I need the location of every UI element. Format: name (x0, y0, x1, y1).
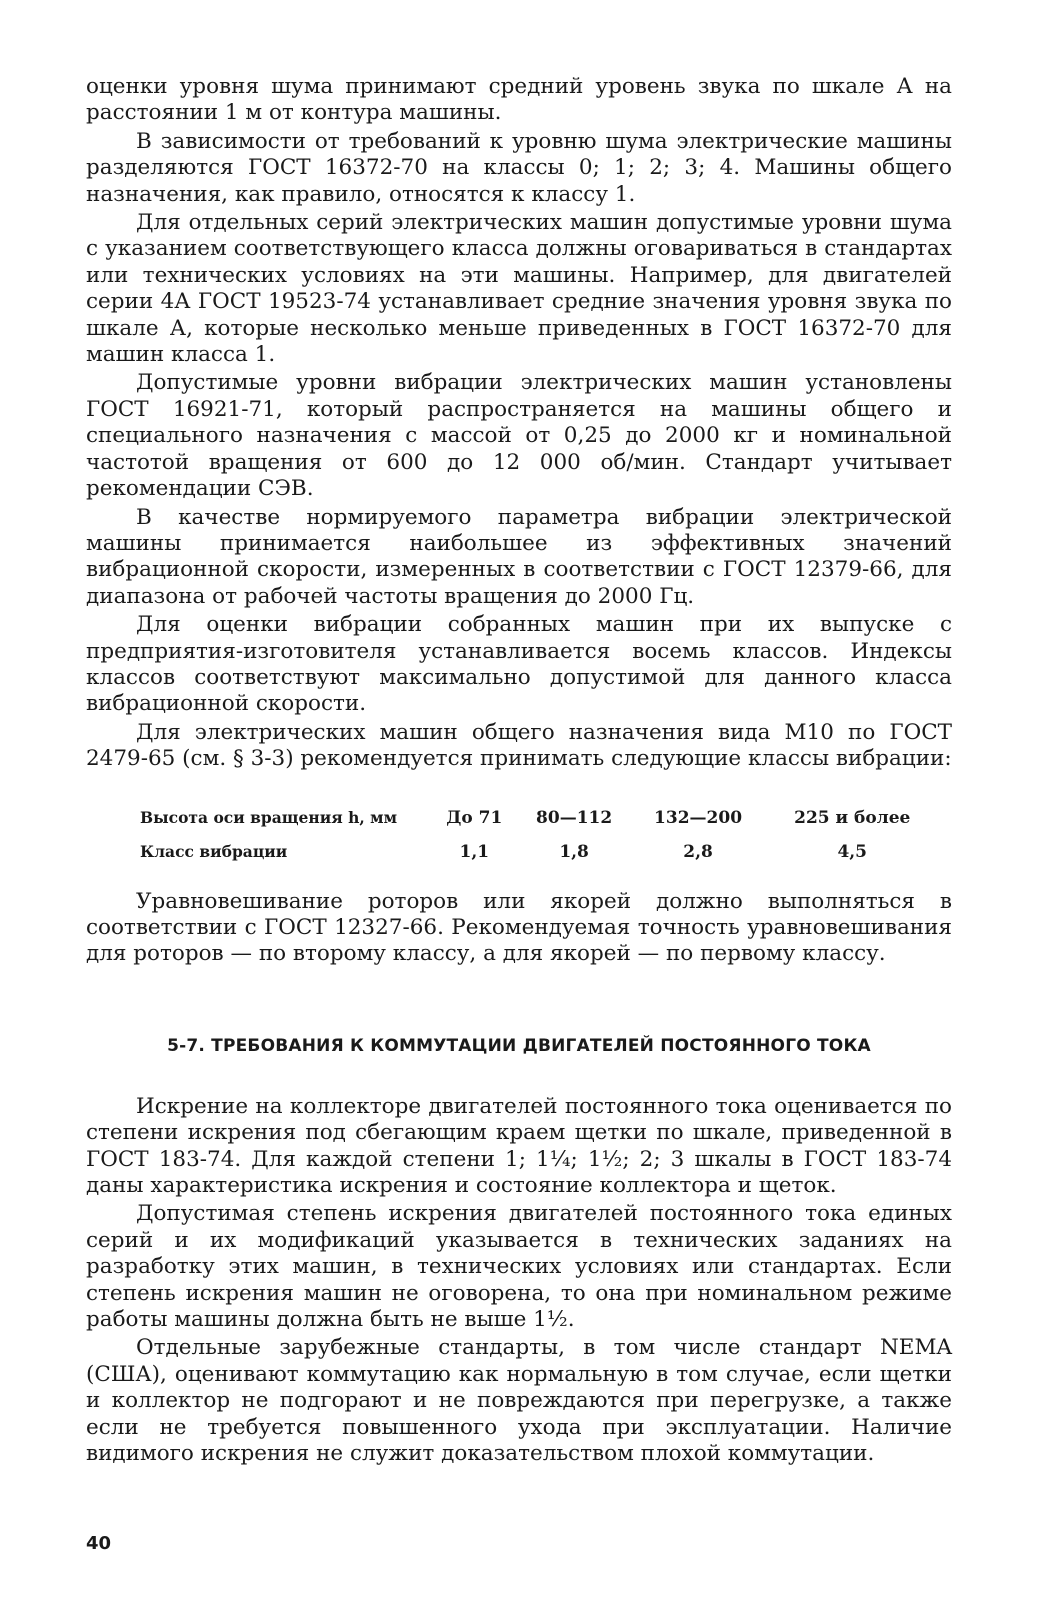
document-page (86, 74, 952, 1467)
table-cell: До 71 (446, 807, 503, 828)
body-paragraph: Отдельные зарубежные стандарты, в том числе стандарт NEMA (США), оценивают коммутацию как нормальную в том случае, если щетки и коллектор не подгорают и не повреждаются при перегрузке, а также если не требуется повышенного ухода при эксплуатации. Наличие видимого искрения не служит доказательством плохой коммутации. (86, 1335, 952, 1467)
table-row (140, 835, 940, 869)
body-paragraph: Допустимая степень искрения двигателей постоянного тока единых серий и их модификаций указывается в технических заданиях на разработку этих машин, в технических условиях или стандартах. Если степень искрения машин не оговорена, то она при номинальном режиме работы машины должна быть не выше 1½. (86, 1201, 952, 1333)
table-cell: 132—200 (654, 807, 743, 828)
table-row-label: Высота оси вращения h, мм (140, 808, 398, 828)
section-heading: 5-7. ТРЕБОВАНИЯ К КОММУТАЦИИ ДВИГАТЕЛЕЙ ПОСТОЯННОГО ТОКА (167, 1035, 871, 1056)
table-cell: 1,1 (459, 841, 490, 862)
body-paragraph: Для оценки вибрации собранных машин при их выпуске с предприятия-изготовителя устанавливается восемь классов. Индексы классов соответствуют максимально допустимой для данного класса вибрационной скорости. (86, 612, 952, 717)
body-paragraph: оценки уровня шума принимают средний уровень звука по шкале А на расстоянии 1 м от контура машины. (86, 74, 952, 126)
table-cell: 4,5 (837, 841, 868, 862)
table-cell: 1,8 (559, 841, 589, 862)
table-cell: 80—112 (536, 807, 613, 828)
body-paragraph: Для электрических машин общего назначения вида М10 по ГОСТ 2479-65 (см. § 3-3) рекомендуется принимать следующие классы вибрации: (86, 719, 952, 772)
page-number: 40 (86, 1533, 112, 1554)
body-paragraph: Для отдельных серий электрических машин допустимые уровни шума с указанием соответствующего класса должны оговариваться в стандартах или технических условиях на эти машины. Например, для двигателей серии 4А ГОСТ 19523-74 устанавливает средние значения уровня звука по шкале А, которые несколько меньше приведенных в ГОСТ 16372-70 для машин класса 1. (86, 210, 952, 368)
table-cell: 225 и более (794, 807, 911, 828)
body-paragraph: Искрение на коллекторе двигателей постоянного тока оценивается по степени искрения под сбегающим краем щетки по шкале, приведенной в ГОСТ 183-74. Для каждой степени 1; 1¼; 1½; 2; 3 шкалы в ГОСТ 183-74 даны характеристика искрения и состояние коллектора и щеток. (86, 1093, 952, 1198)
body-paragraph: В зависимости от требований к уровню шума электрические машины разделяются ГОСТ 16372-70 на классы 0; 1; 2; 3; 4. Машины общего назначения, как правило, относятся к классу 1. (86, 128, 952, 207)
table-row-label: Класс вибрации (140, 842, 288, 862)
body-paragraph: Уравновешивание роторов или якорей должно выполняться в соответствии с ГОСТ 12327-66. Рекомендуемая точность уравновешивания для роторов — по второму классу, а для якорей — по первому классу. (86, 888, 952, 967)
body-paragraph: В качестве нормируемого параметра вибрации электрической машины принимается наибольшее из эффективных значений вибрационной скорости, измеренных в соответствии с ГОСТ 12379-66, для диапазона от рабочей частоты вращения до 2000 Гц. (86, 504, 952, 609)
table-row (140, 801, 940, 835)
vibration-class-table (140, 801, 940, 869)
body-paragraph: Допустимые уровни вибрации электрических машин установлены ГОСТ 16921-71, который распространяется на машины общего и специального назначения с массой от 0,25 до 2000 кг и номинальной частотой вращения от 600 до 12 000 об/мин. Стандарт учитывает рекомендации СЭВ. (86, 370, 952, 502)
table-cell: 2,8 (683, 841, 713, 862)
